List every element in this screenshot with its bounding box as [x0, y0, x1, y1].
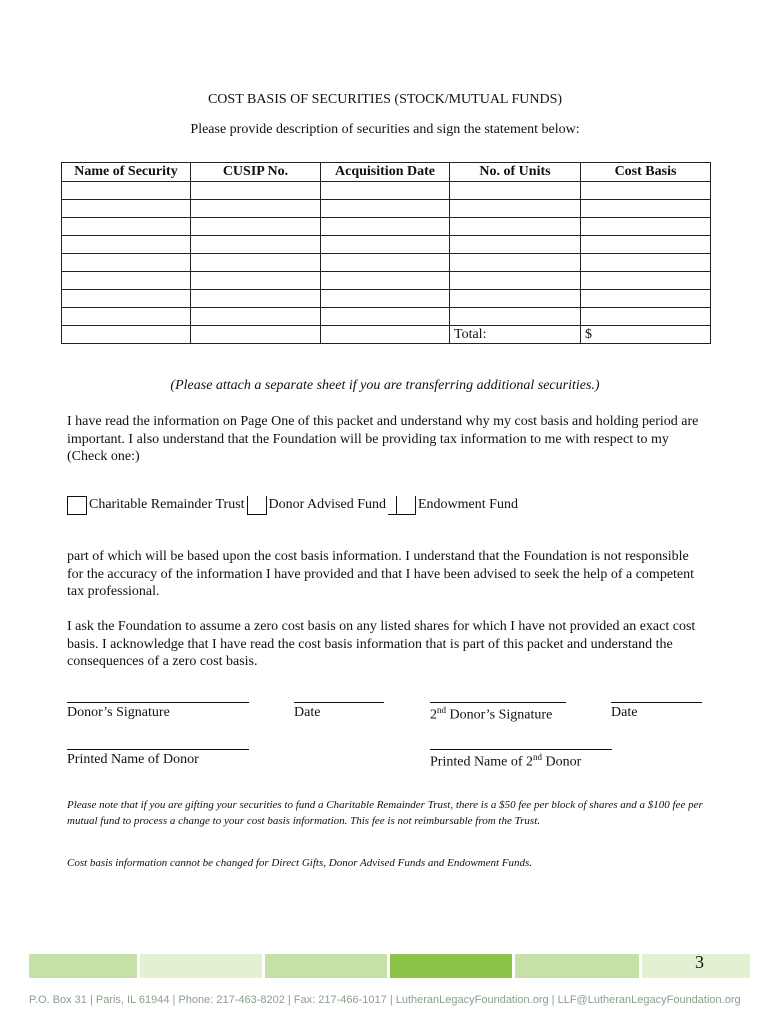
cell-units[interactable]	[450, 254, 581, 272]
cell-name[interactable]	[62, 236, 191, 254]
footer-contact: P.O. Box 31 | Paris, IL 61944 | Phone: 217-463-8202 | Fax: 217-466-1017 | LutheranLegacyFoundation.org | LLF@LutheranLegacyFoundation.org	[29, 994, 741, 1006]
cell-cost-basis[interactable]	[581, 182, 711, 200]
option-label-donor-advised-fund: Donor Advised Fund	[268, 497, 386, 512]
cell-acquisition-date[interactable]	[321, 290, 450, 308]
statement-paragraph-1: I have read the information on Page One of this packet and understand why my cost basis and holding period are important. I also understand that the Foundation will be providing tax information to me with respect to my (Check one:)	[67, 414, 699, 464]
second-donor-signature-line[interactable]	[430, 684, 566, 703]
option-label-endowment-fund: Endowment Fund	[418, 497, 518, 512]
cell-cusip[interactable]	[191, 308, 321, 326]
fund-type-options	[67, 494, 520, 516]
statement-paragraph-3: I ask the Foundation to assume a zero cost basis on any listed shares for which I have not provided an exact cost basis. I acknowledge that I have read the cost basis information that is part of this packet and understand the consequences of a zero cost basis.	[67, 619, 696, 669]
cell-acquisition-date[interactable]	[321, 236, 450, 254]
total-label: Total:	[450, 326, 581, 344]
footer-bar-segment	[140, 954, 262, 978]
underline-spacer	[388, 496, 396, 515]
option-label-charitable-remainder-trust: Charitable Remainder Trust	[89, 497, 245, 512]
table-row	[62, 182, 711, 200]
cell-acquisition-date[interactable]	[321, 308, 450, 326]
cell-acquisition-date[interactable]	[321, 200, 450, 218]
table-row	[62, 218, 711, 236]
cell-cost-basis[interactable]	[581, 254, 711, 272]
checkbox-endowment-fund[interactable]	[396, 496, 416, 515]
attach-note: (Please attach a separate sheet if you are transferring additional securities.)	[170, 378, 600, 393]
footer-bar-segment	[265, 954, 387, 978]
total-cost-basis[interactable]: $	[581, 326, 711, 344]
col-header-cusip: CUSIP No.	[191, 163, 321, 182]
printed-name-label: Printed Name of Donor	[67, 752, 199, 767]
cell-cost-basis[interactable]	[581, 290, 711, 308]
table-total-row	[62, 326, 711, 344]
cell-units[interactable]	[450, 200, 581, 218]
date-line-1[interactable]	[294, 684, 384, 703]
cell-cost-basis[interactable]	[581, 236, 711, 254]
table-header-row	[62, 163, 711, 182]
statement-paragraph-2: part of which will be based upon the cost basis information. I understand that the Foundation is not responsible for the accuracy of the information I have provided and that I have been advised to seek the help of a competent tax professional.	[67, 549, 695, 599]
cell-units[interactable]	[450, 290, 581, 308]
donor-signature-label: Donor’s Signature	[67, 705, 170, 720]
cell-acquisition-date[interactable]	[321, 182, 450, 200]
cell-units[interactable]	[450, 308, 581, 326]
cell-units[interactable]	[450, 272, 581, 290]
cell-cusip[interactable]	[191, 218, 321, 236]
cell-cusip[interactable]	[191, 290, 321, 308]
securities-table	[61, 162, 711, 344]
table-row	[62, 290, 711, 308]
cell-units[interactable]	[450, 182, 581, 200]
col-header-name: Name of Security	[62, 163, 191, 182]
col-header-acquisition-date: Acquisition Date	[321, 163, 450, 182]
donor-signature-line[interactable]	[67, 684, 249, 703]
cell-cusip[interactable]	[191, 326, 321, 344]
cell-cost-basis[interactable]	[581, 218, 711, 236]
page-subtitle: Please provide description of securities and sign the statement below:	[190, 122, 580, 137]
printed-name-line[interactable]	[67, 731, 249, 750]
cell-name[interactable]	[62, 272, 191, 290]
cell-cusip[interactable]	[191, 200, 321, 218]
fee-note: Please note that if you are gifting your securities to fund a Charitable Remainder Trust, there is a $50 fee per block of shares and a $100 fee per mutual fund to process a change to your cost basis information. This fee is not reimbursable from the Trust.	[67, 799, 703, 827]
cell-cusip[interactable]	[191, 236, 321, 254]
cell-name[interactable]	[62, 254, 191, 272]
cell-cost-basis[interactable]	[581, 272, 711, 290]
second-donor-signature-label: 2nd Donor’s Signature	[430, 705, 553, 723]
table-row	[62, 236, 711, 254]
table-row	[62, 308, 711, 326]
footer-bar-segment	[29, 954, 137, 978]
cell-cusip[interactable]	[191, 254, 321, 272]
page-number: 3	[695, 952, 704, 972]
col-header-cost-basis: Cost Basis	[581, 163, 711, 182]
page-title: COST BASIS OF SECURITIES (STOCK/MUTUAL FUNDS)	[207, 92, 563, 107]
table-row	[62, 254, 711, 272]
table-row	[62, 272, 711, 290]
cell-cost-basis[interactable]	[581, 200, 711, 218]
cell-name[interactable]	[62, 308, 191, 326]
cell-name[interactable]	[62, 182, 191, 200]
footer-bar-segment	[390, 954, 512, 978]
footer-bar-segment	[515, 954, 639, 978]
cell-name[interactable]	[62, 218, 191, 236]
cell-cusip[interactable]	[191, 182, 321, 200]
cell-units[interactable]	[450, 236, 581, 254]
printed-name-2-line[interactable]	[430, 731, 612, 750]
cell-acquisition-date[interactable]	[321, 272, 450, 290]
cell-acquisition-date[interactable]	[321, 326, 450, 344]
cell-cusip[interactable]	[191, 272, 321, 290]
cell-name[interactable]	[62, 326, 191, 344]
col-header-units: No. of Units	[450, 163, 581, 182]
cell-name[interactable]	[62, 290, 191, 308]
date-line-2[interactable]	[611, 684, 702, 703]
table-row	[62, 200, 711, 218]
date-label-2: Date	[611, 705, 638, 720]
checkbox-charitable-remainder-trust[interactable]	[67, 496, 87, 515]
cell-units[interactable]	[450, 218, 581, 236]
cell-acquisition-date[interactable]	[321, 218, 450, 236]
cell-acquisition-date[interactable]	[321, 254, 450, 272]
cell-cost-basis[interactable]	[581, 308, 711, 326]
checkbox-donor-advised-fund[interactable]	[247, 496, 267, 515]
printed-name-2-label: Printed Name of 2nd Donor	[430, 752, 582, 770]
date-label-1: Date	[294, 705, 321, 720]
change-note: Cost basis information cannot be changed for Direct Gifts, Donor Advised Funds and Endowment Funds.	[67, 857, 533, 869]
cell-name[interactable]	[62, 200, 191, 218]
